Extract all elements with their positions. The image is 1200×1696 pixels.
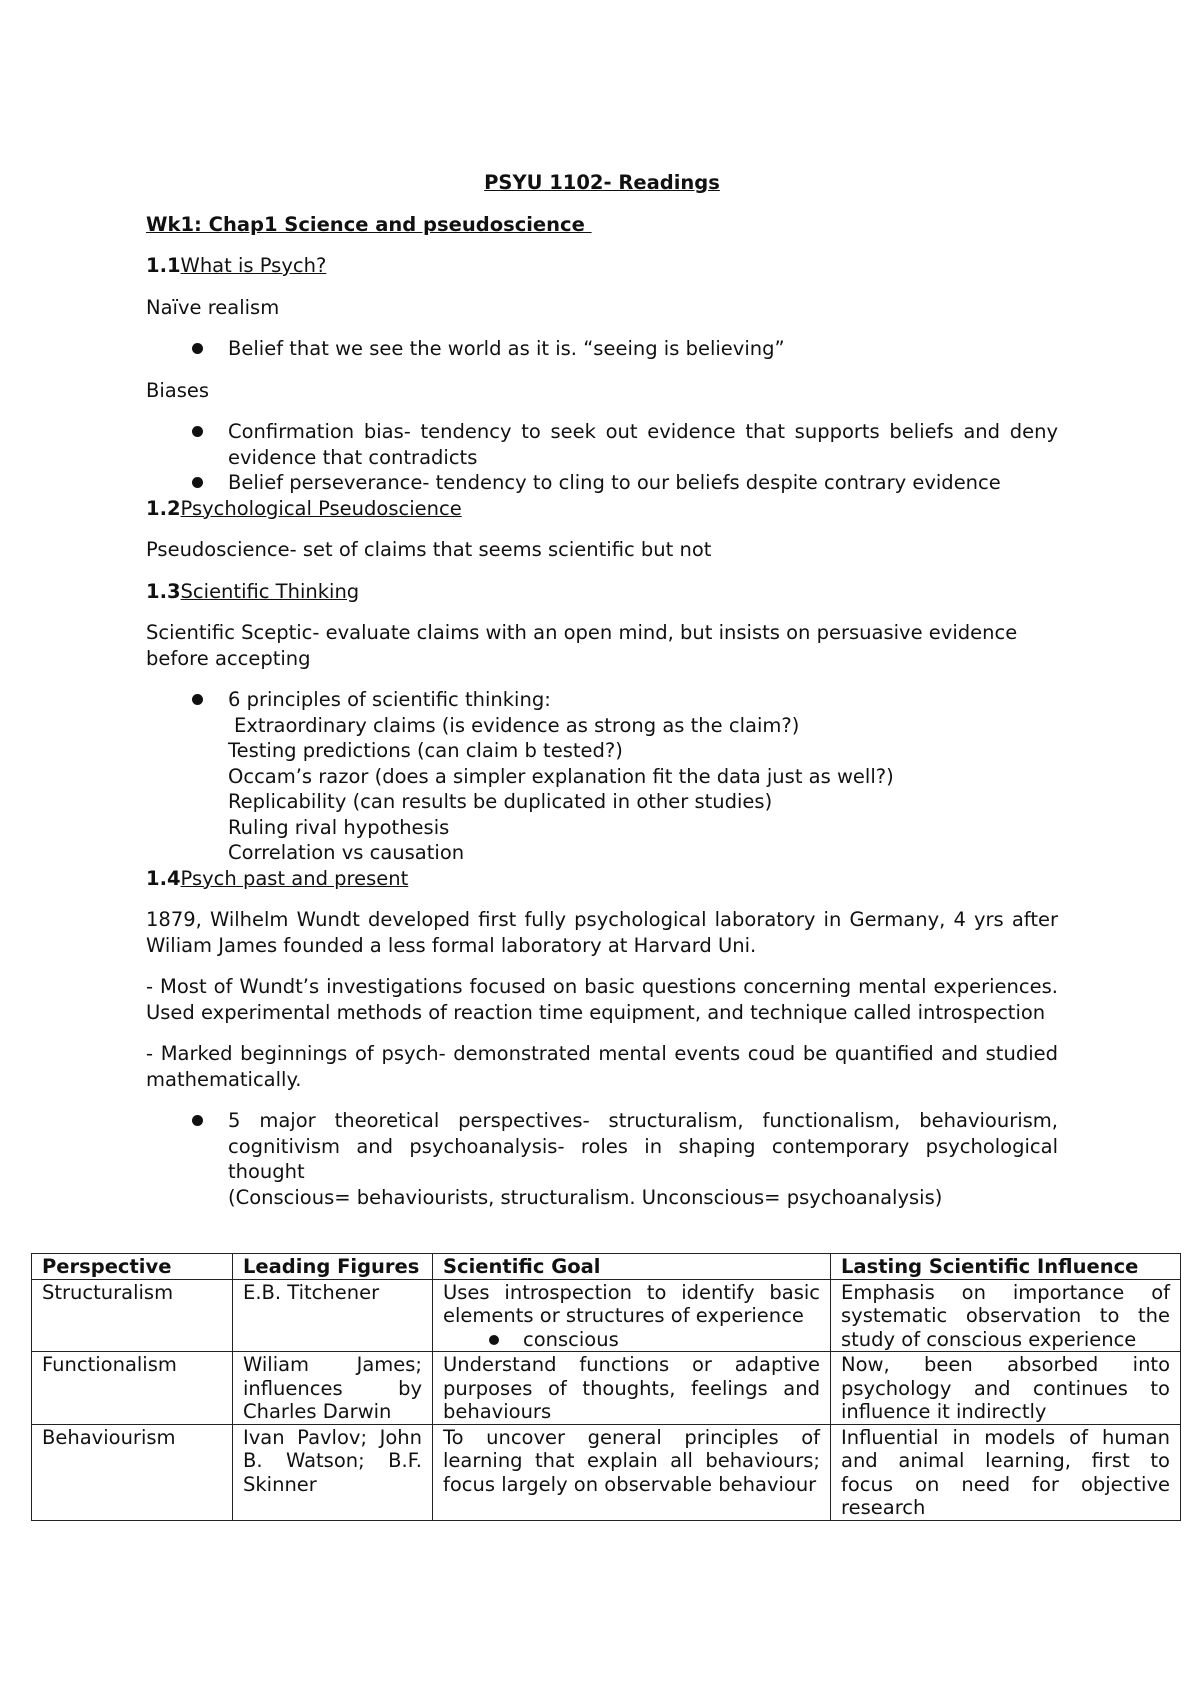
bullet-icon: [192, 1115, 203, 1126]
table-cell-influence: Emphasis on importance of systematic observation to the study of conscious experience: [831, 1279, 1181, 1352]
table-cell-perspective: Functionalism: [32, 1352, 233, 1425]
list-item: [146, 470, 1058, 496]
bullet-icon: [192, 694, 203, 705]
list-item: [146, 1108, 1058, 1210]
list-item-text: 5 major theoretical perspectives- structuralism, functionalism, behaviourism, cognitivism and psychoanalysis- roles in shaping contemporary psychological thought: [228, 1109, 1058, 1183]
section-heading-1-1: [146, 253, 1058, 279]
section-number: 1.2: [146, 496, 181, 520]
section-title: Psychological Pseudoscience: [180, 496, 462, 520]
week-heading: Wk1: Chap1 Science and pseudoscience: [146, 212, 592, 236]
paragraph-marked-beginnings: - Marked beginnings of psych- demonstrated mental events coud be quantified and studied mathematically.: [146, 1042, 1058, 1091]
table-cell-goal: [433, 1279, 831, 1352]
table-cell-perspective: Structuralism: [32, 1279, 233, 1352]
column-header: Perspective: [32, 1254, 233, 1280]
table-header-row: [32, 1254, 1181, 1280]
perspectives-note: (Conscious= behaviourists, structuralism. Unconscious= psychoanalysis): [228, 1185, 943, 1209]
section-heading-1-2: [146, 496, 1058, 522]
section-title: What is Psych?: [180, 254, 327, 277]
list-item: [146, 419, 1058, 470]
principle-item: Testing predictions (can claim b tested?): [228, 739, 623, 762]
biases-list: [146, 419, 1058, 496]
naive-realism-list: [146, 336, 1058, 362]
principles-intro: 6 principles of scientific thinking:: [228, 688, 551, 711]
bullet-icon: [489, 1335, 499, 1345]
list-item: [146, 687, 1058, 866]
sceptic-definition: Scientific Sceptic- evaluate claims with an open mind, but insists on persuasive evidence before accepting: [146, 621, 1018, 670]
naive-realism-label: Naïve realism: [146, 295, 280, 319]
section-heading-1-4: [146, 866, 1058, 892]
table-row: [32, 1424, 1181, 1520]
goal-text: Uses introspection to identify basic elements or structures of experience: [443, 1280, 820, 1327]
table-cell-figures: E.B. Titchener: [233, 1279, 433, 1352]
table-cell-goal: To uncover general principles of learning that explain all behaviours; focus largely on observable behaviour: [433, 1424, 831, 1520]
table-cell-influence: Influential in models of human and animal learning, first to focus on need for objective research: [831, 1424, 1181, 1520]
column-header: Leading Figures: [233, 1254, 433, 1280]
document-body: [146, 170, 1058, 1210]
list-item-text: Confirmation bias- tendency to seek out evidence that supports beliefs and deny evidence that contradicts: [228, 420, 1058, 469]
list-item-text: Belief that we see the world as it is. “seeing is believing”: [228, 337, 785, 360]
table-row: [32, 1352, 1181, 1425]
column-header: Lasting Scientific Influence: [831, 1254, 1181, 1280]
table-cell-perspective: Behaviourism: [32, 1424, 233, 1520]
list-item: [146, 336, 1058, 362]
pseudoscience-definition: Pseudoscience- set of claims that seems scientific but not: [146, 538, 712, 561]
principles-list: [146, 687, 1058, 866]
bullet-icon: [192, 477, 203, 488]
table-cell-figures: Wiliam James; influences by Charles Darwin: [233, 1352, 433, 1425]
list-item-text: conscious: [523, 1327, 619, 1351]
section-title: Scientific Thinking: [180, 579, 360, 603]
document-title: PSYU 1102- Readings: [484, 171, 720, 194]
table-cell-figures: Ivan Pavlov; John B. Watson; B.F. Skinner: [233, 1424, 433, 1520]
paragraph-wundt: - Most of Wundt’s investigations focused on basic questions concerning mental experiences. Used experimental methods of reaction time equipment, and technique called introspection: [146, 975, 1058, 1024]
section-number: 1.4: [146, 866, 181, 890]
table-cell-influence: Now, been absorbed into psychology and continues to influence it indirectly: [831, 1352, 1181, 1425]
section-number: 1.3: [146, 579, 181, 603]
list-item: [443, 1328, 820, 1352]
bullet-icon: [192, 426, 203, 437]
section-heading-1-3: [146, 579, 1058, 605]
principle-item: Extraordinary claims (is evidence as strong as the claim?): [234, 713, 800, 737]
list-item-text: Belief perseverance- tendency to cling to our beliefs despite contrary evidence: [228, 471, 1001, 494]
table-cell-goal: Understand functions or adaptive purposes of thoughts, feelings and behaviours: [433, 1352, 831, 1425]
table-row: [32, 1279, 1181, 1352]
section-title: Psych past and present: [180, 866, 409, 890]
perspectives-table: [31, 1253, 1181, 1521]
section-number: 1.1: [146, 254, 181, 277]
principle-item: Ruling rival hypothesis: [228, 815, 450, 839]
principle-item: Occam’s razor (does a simpler explanation fit the data just as well?): [228, 764, 894, 788]
principle-item: Replicability (can results be duplicated in other studies): [228, 790, 773, 813]
biases-label: Biases: [146, 378, 210, 402]
perspectives-list: [146, 1108, 1058, 1210]
paragraph-1879: 1879, Wilhelm Wundt developed first fully psychological laboratory in Germany, 4 yrs after Wiliam James founded a less formal laboratory at Harvard Uni.: [146, 908, 1058, 957]
bullet-icon: [192, 343, 203, 354]
principle-item: Correlation vs causation: [228, 841, 465, 864]
column-header: Scientific Goal: [433, 1254, 831, 1280]
